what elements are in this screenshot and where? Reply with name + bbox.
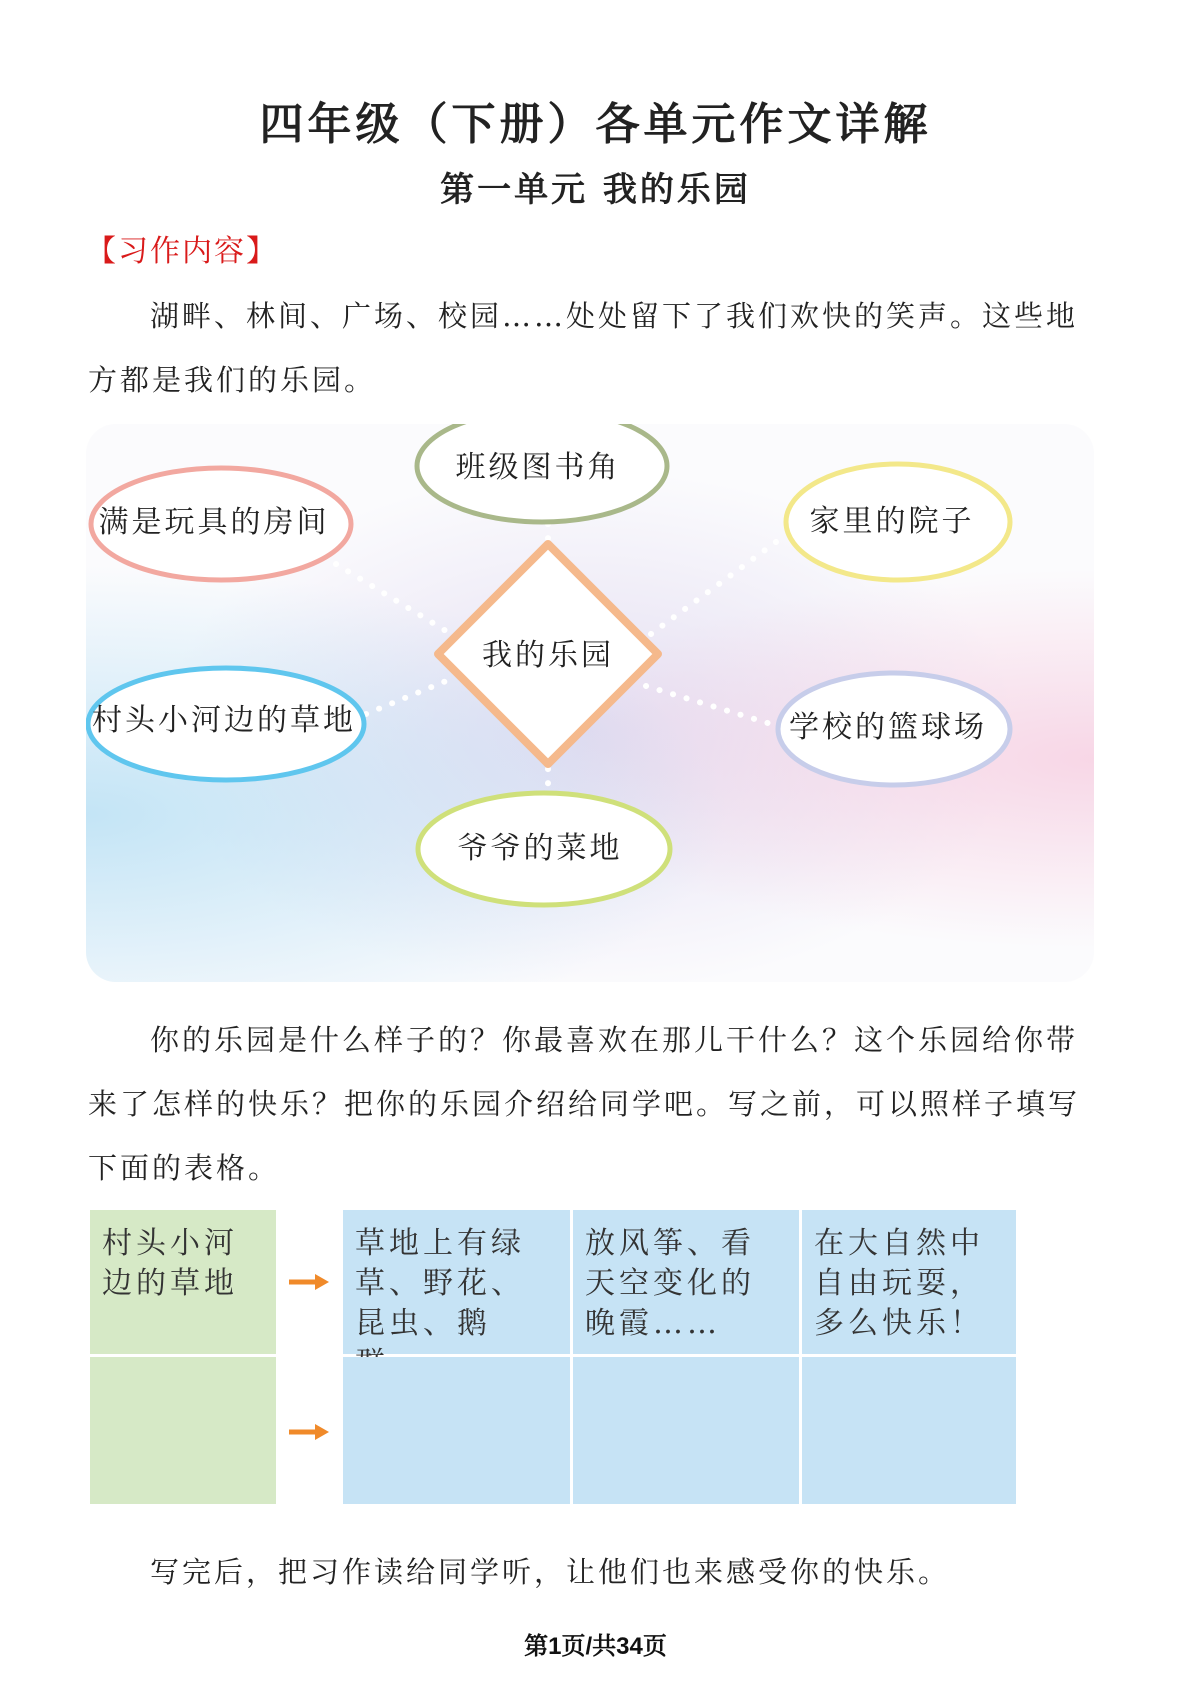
prompt-paragraph: 你的乐园是什么样子的？你最喜欢在那儿干什么？这个乐园给你带来了怎样的快乐？把你的乐园介绍给同学吧。写之前，可以照样子填写下面的表格。 (88, 1023, 1081, 1185)
center-node (438, 544, 658, 764)
closing-paragraph: 写完后，把习作读给同学听，让他们也来感受你的快乐。 (150, 1555, 951, 1589)
page-title: 四年级（下册）各单元作文详解 (259, 99, 932, 150)
node-bottom (418, 793, 670, 905)
table-cell-place-empty[interactable] (90, 1357, 276, 1504)
node-upper-left (91, 468, 351, 580)
arrow-right-icon (287, 1272, 331, 1292)
node-lower-right-label: 学校的篮球场 (789, 710, 987, 745)
unit-subtitle: 第一单元 我的乐园 (440, 170, 751, 210)
mind-map-graphic (86, 424, 1094, 982)
mind-map (86, 424, 1094, 982)
table-cell-scenery-empty[interactable] (343, 1357, 570, 1504)
node-lower-left (88, 668, 364, 780)
table-cell-scenery: 草地上有绿草、野花、昆虫、鹅 (343, 1210, 570, 1354)
node-upper-left-label: 满是玩具的房间 (98, 505, 330, 540)
table-cell-activity-empty[interactable] (573, 1357, 799, 1504)
table-cell-feeling: 在大自然中自由玩耍，多么快乐！ (802, 1210, 1016, 1354)
planning-table (90, 1210, 1102, 1528)
arrow-right-icon (287, 1422, 331, 1442)
node-top-label: 班级图书角 (455, 450, 621, 485)
table-cell-feeling-empty[interactable] (802, 1357, 1016, 1504)
intro-paragraph: 湖畔、林间、广场、校园……处处留下了我们欢快的笑声。这些地方都是我们的乐园。 (88, 299, 1079, 397)
table-cell-activity: 放风筝、看天空变化的晚霞…… (573, 1210, 799, 1354)
page-number: 第1页/共34页 (524, 1633, 667, 1660)
node-upper-right (786, 464, 1010, 580)
table-cell-place: 村头小河边的草地 (90, 1210, 276, 1354)
section-heading: 【习作内容】 (86, 234, 278, 269)
node-top (417, 424, 667, 522)
node-lower-left-label: 村头小河边的草地 (92, 703, 356, 738)
node-upper-right-label: 家里的院子 (809, 504, 975, 539)
node-bottom-label: 爷爷的菜地 (457, 831, 623, 866)
center-label: 我的乐园 (482, 638, 614, 673)
node-lower-right (778, 673, 1010, 785)
